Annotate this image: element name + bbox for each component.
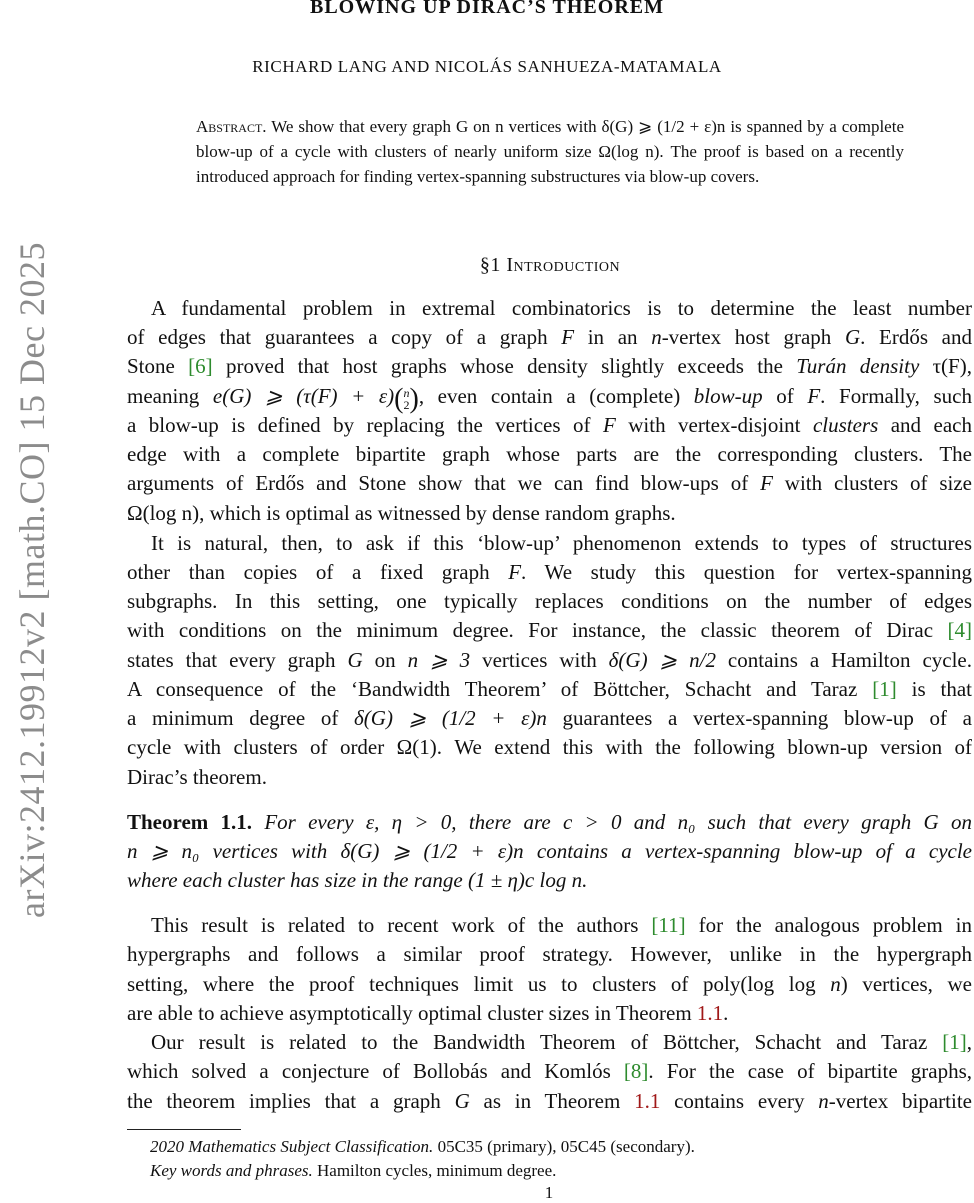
- body-line: a minimum degree of δ(G) ⩾ (1/2 + ε)n guarantees a vertex-spanning blow-up of a: [127, 706, 972, 730]
- paper-title: BLOWING UP DIRAC’S THEOREM: [309, 0, 664, 18]
- section-title: Introduction: [506, 254, 621, 276]
- abstract-line-3: The proof is based on a recently introduced approach for finding vertex-spanning: [196, 142, 905, 186]
- footnote-msc: 2020 Mathematics Subject Classification. 05C35 (primary), 05C45 (secondary).: [150, 1137, 695, 1156]
- body-line: A fundamental problem in extremal combinatorics is to determine the least number: [151, 296, 972, 320]
- body-line: arguments of Erdős and Stone show that we can find blow-ups of F with clusters of size: [127, 471, 972, 495]
- section-number: §1: [479, 254, 501, 276]
- abstract: [196, 114, 904, 189]
- theorem-label: Theorem 1.1.: [127, 810, 253, 834]
- arxiv-identifier-stamp[interactable]: arXiv:2412.19912v2 [math.CO] 15 Dec 2025: [12, 242, 52, 918]
- body-line: cycle with clusters of order Ω(1). We extend this with the following blown-up version of: [127, 735, 972, 759]
- body-line: other than copies of a fixed graph F. We study this question for vertex-spanning: [127, 560, 973, 584]
- theorem-line: Theorem 1.1. For every ε, η > 0, there are c > 0 and n₀ such that every graph G on: [127, 810, 972, 834]
- body-line: with conditions on the minimum degree. For instance, the classic theorem of Dirac [4]: [127, 618, 972, 642]
- theorem-line: n ⩾ n₀ vertices with δ(G) ⩾ (1/2 + ε)n contains a vertex-spanning blow-up of a cycle: [127, 839, 972, 863]
- body-line: a blow-up is defined by replacing the vertices of F with vertex-disjoint clusters and each: [127, 413, 972, 437]
- citation-link[interactable]: [1]: [872, 677, 897, 701]
- citation-link[interactable]: [4]: [947, 618, 972, 642]
- binomial-n-choose-2: (n 2): [394, 383, 419, 415]
- page-number: 1: [544, 1183, 554, 1202]
- section-heading: [0, 254, 974, 277]
- theorem-reference-link[interactable]: 1.1: [696, 1001, 724, 1025]
- citation-link[interactable]: [11]: [651, 913, 686, 937]
- theorem-line: where each cluster has size in the range (1 ± η)c log n.: [127, 868, 588, 892]
- footnote-divider: [127, 1129, 241, 1130]
- body-line: the theorem implies that a graph G as in Theorem 1.1 contains every n-vertex bipartite: [127, 1089, 972, 1113]
- body-line: meaning e(G) ⩾ (τ(F) + ε)(n 2), even contain a (complete) blow-up of F. Formally, such: [127, 383, 972, 415]
- paper-authors: RICHARD LANG AND NICOLÁS SANHUEZA-MATAMALA: [252, 57, 722, 76]
- abstract-line-2: spanned by a complete blow-up of a cycle with clusters of nearly uniform size Ω(log n).: [196, 117, 904, 161]
- citation-link[interactable]: [6]: [188, 354, 213, 378]
- body-line: which solved a conjecture of Bollobás and Komlós [8]. For the case of bipartite graphs,: [127, 1059, 973, 1083]
- body-line: This result is related to recent work of the authors [11] for the analogous problem in: [151, 913, 972, 937]
- body-line: Dirac’s theorem.: [127, 765, 267, 789]
- body-line: are able to achieve asymptotically optimal cluster sizes in Theorem 1.1.: [127, 1001, 729, 1025]
- body-line: subgraphs. In this setting, one typically replaces conditions on the number of edges: [127, 589, 972, 613]
- abstract-line-4: substructures via blow-up covers.: [530, 167, 760, 186]
- citation-link[interactable]: [8]: [623, 1059, 649, 1083]
- body-line: states that every graph G on n ⩾ 3 vertices with δ(G) ⩾ n/2 contains a Hamilton cycle.: [127, 648, 972, 672]
- body-line: setting, where the proof techniques limit us to clusters of poly(log log n) vertices, we: [127, 972, 972, 996]
- abstract-line-1: We show that every graph G on n vertices with δ(G) ⩾ (1/2 + ε)n is: [271, 117, 742, 136]
- body-line: A consequence of the ‘Bandwidth Theorem’ of Böttcher, Schacht and Taraz [1] is that: [127, 677, 973, 701]
- abstract-label: Abstract.: [196, 117, 267, 136]
- theorem-reference-link[interactable]: 1.1: [634, 1089, 661, 1113]
- body-line: It is natural, then, to ask if this ‘blow-up’ phenomenon extends to types of structures: [151, 531, 972, 555]
- body-line: edge with a complete bipartite graph whose parts are the corresponding clusters. The: [127, 442, 972, 466]
- body-line: Ω(log n), which is optimal as witnessed by dense random graphs.: [127, 501, 676, 525]
- body-line: Stone [6] proved that host graphs whose density slightly exceeds the Turán density τ(F),: [127, 354, 972, 378]
- citation-link[interactable]: [1]: [942, 1030, 967, 1054]
- body-line: Our result is related to the Bandwidth Theorem of Böttcher, Schacht and Taraz [1],: [151, 1030, 972, 1054]
- body-line: of edges that guarantees a copy of a graph F in an n-vertex host graph G. Erdős and: [127, 325, 972, 349]
- body-line: hypergraphs and follows a similar proof strategy. However, unlike in the hypergraph: [127, 942, 972, 966]
- footnote-keywords: Key words and phrases. Hamilton cycles, minimum degree.: [150, 1161, 557, 1180]
